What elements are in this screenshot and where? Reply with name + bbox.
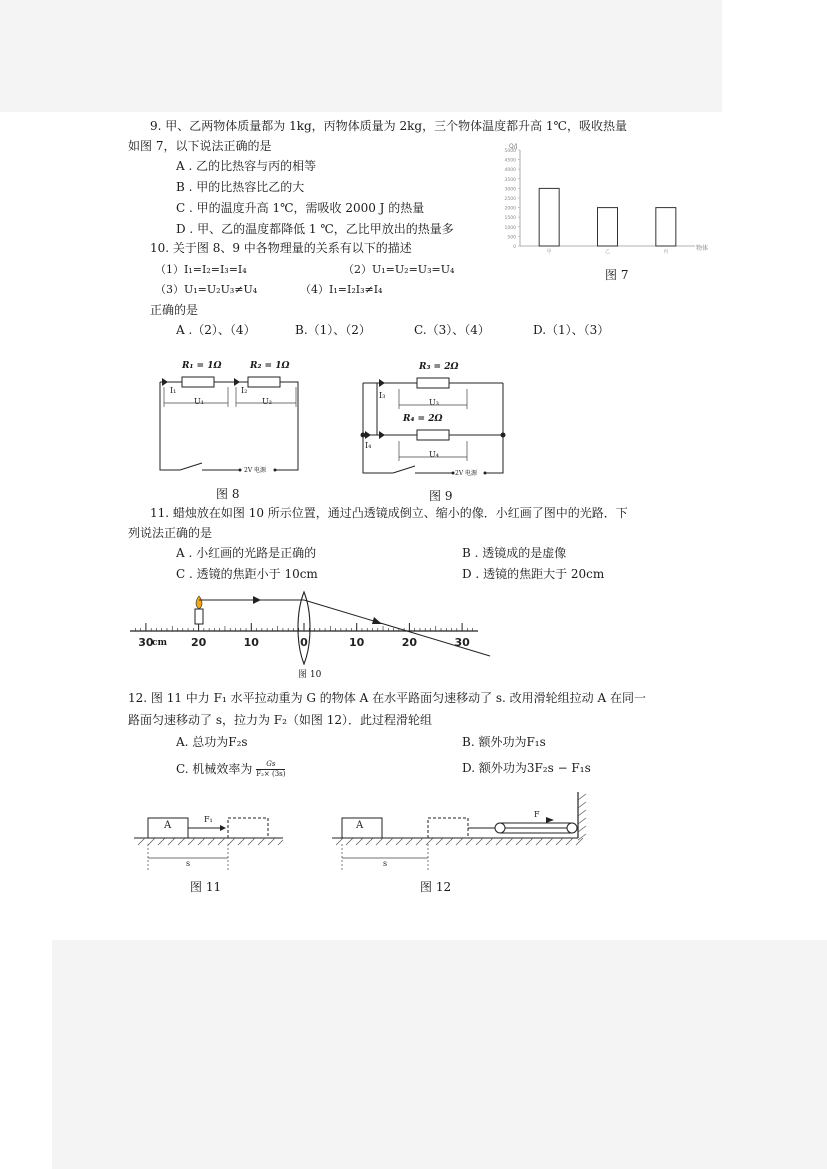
q12-stem-line2: 路面匀速移动了 s，拉力为 F₂（如图 12）．此过程滑轮组: [128, 713, 433, 727]
block-a-final-position: [228, 818, 268, 838]
ground-hatch: [336, 838, 343, 845]
fig7-ytick-label: 2500: [504, 197, 516, 202]
q11-option-d: D . 透镜的焦距大于 20cm: [462, 567, 605, 581]
fig7-ytick-label: 500: [507, 235, 516, 241]
fig9-source-label: 2V 电源: [455, 470, 478, 477]
fig7-xlabel: 物体: [696, 245, 709, 252]
fig7-ytick-label: 1500: [504, 216, 516, 222]
wall-hatch: [578, 826, 586, 832]
fig12-distance-label: s: [383, 859, 388, 868]
q12-option-b: B. 额外功为F₁s: [462, 735, 546, 749]
ground-hatch: [466, 838, 473, 845]
fig7-caption: 图 7: [605, 268, 629, 282]
q10-prompt: 正确的是: [150, 303, 199, 317]
q10-statement-4: （4）I₁=I₂I₃≠I₄: [300, 283, 383, 296]
fig8-resistor-r1: [182, 377, 214, 387]
fig10-unit: cm: [152, 638, 168, 648]
q10-option-a: A .（2）、（4）: [176, 323, 256, 337]
efficiency-fraction: [256, 760, 285, 779]
q9-stem-line2: 如图 7，以下说法正确的是: [128, 139, 272, 153]
fig8-u2-label: U₂: [262, 397, 272, 406]
fig11-block-label: A: [164, 820, 172, 831]
fig7-ytick-label: 2000: [504, 206, 516, 212]
ruler-label: 20: [401, 636, 418, 649]
q12-option-d: D. 额外功为3F₂s − F₁s: [462, 761, 591, 775]
fig7-ytick-label: 3500: [504, 177, 516, 183]
ground-hatch: [526, 838, 533, 845]
q11-stem-line1: 11. 蜡烛放在如图 10 所示位置，通过凸透镜成倒立、缩小的像．小红画了图中的光路．下: [150, 506, 628, 520]
q10-statement-3: （3）U₁=U₂U₃≠U₄: [155, 283, 258, 296]
fig9-i4-label: I₄: [365, 441, 372, 450]
q12-stem-line1: 12. 图 11 中力 F₁ 水平拉动重为 G 的物体 A 在水平路面匀速移动了 s. 改用滑轮组拉动 A 在同一: [128, 691, 646, 705]
fig11-force-label: F₁: [204, 815, 213, 824]
q11-option-a: A . 小红画的光路是正确的: [176, 546, 317, 560]
ground-hatch: [556, 838, 563, 845]
fig8-u1-label: U₁: [194, 397, 204, 406]
ground-hatch: [566, 838, 573, 845]
ground-hatch: [396, 838, 403, 845]
q9-option-a: A . 乙的比热容与丙的相等: [176, 159, 317, 173]
fig12-force-label: F: [534, 810, 540, 819]
fig7-ytick-label: 3000: [504, 187, 516, 193]
candle-flame: [196, 596, 202, 609]
q11-option-c: C . 透镜的焦距小于 10cm: [176, 567, 318, 581]
ruler-label: 10: [243, 636, 259, 649]
q10-option-d: D.（1）、（3）: [533, 323, 610, 337]
ground-hatch: [536, 838, 543, 845]
fig9-u3-label: U₃: [429, 398, 439, 407]
fig8-source-label: 2V 电源: [244, 467, 267, 474]
fig8-current-arrow-2: [234, 378, 240, 386]
fraction-numerator: Gs: [256, 760, 285, 770]
ground-hatch: [376, 838, 383, 845]
fig7-ytick-label: 1000: [504, 225, 516, 231]
fig12-block-label: A: [356, 820, 364, 831]
q12-option-a: A. 总功为F₂s: [176, 735, 248, 749]
fig8-switch: [180, 463, 202, 470]
fig7-category-label: 乙: [604, 249, 611, 255]
ground-hatch: [356, 838, 363, 845]
ground-hatch: [496, 838, 503, 845]
q9-option-c: C . 甲的温度升高 1℃，需吸收 2000 J 的热量: [176, 201, 425, 215]
fig8-caption: 图 8: [216, 487, 240, 501]
fig8-resistor-r2: [248, 377, 280, 387]
figure-10: [128, 588, 496, 680]
fig9-u4-label: U₄: [429, 450, 439, 459]
ground-hatch: [406, 838, 413, 845]
ground-hatch: [456, 838, 463, 845]
fig7-ytick-label: 5000: [504, 149, 516, 154]
force-f-arrow: [546, 817, 554, 823]
ruler-label: 0: [300, 636, 308, 649]
figure-12: [328, 788, 603, 903]
fraction-denominator: F₂× (3s): [256, 770, 286, 778]
pulley-fixed: [567, 823, 577, 833]
ground-hatch: [386, 838, 393, 845]
fig7-bar: [539, 188, 559, 246]
fig8-current-arrow-1: [162, 378, 168, 386]
scan-margin-top: [0, 0, 722, 112]
q10-statement-1: （1）I₁=I₂=I₃=I₄: [155, 263, 247, 276]
q9-option-d: D . 甲、乙的温度都降低 1 ℃，乙比甲放出的热量多: [176, 222, 454, 236]
fig12-diagram: [328, 788, 603, 903]
fig9-r3-label: R₃ = 2Ω: [419, 362, 459, 372]
q10-option-b: B.（1）、（2）: [295, 323, 371, 337]
fig9-i3-label: I₃: [379, 391, 386, 400]
ground-hatch: [486, 838, 493, 845]
wall-hatch: [578, 794, 586, 800]
fig7-ytick-label: 4000: [504, 168, 516, 174]
ruler-label: 30: [138, 636, 154, 649]
scan-margin-bottom: [52, 940, 827, 1169]
fig11-distance-label: s: [186, 859, 191, 868]
q10-statement-2: （2）U₁=U₂=U₃=U₄: [343, 263, 455, 276]
fig9-current-arrow-1: [379, 379, 385, 387]
fig8-r2-label: R₂ = 1Ω: [250, 361, 290, 371]
fig7-ytick-label: 0: [513, 245, 516, 250]
figure-7: [495, 140, 715, 285]
ruler-label: 30: [454, 636, 470, 649]
ground-hatch: [436, 838, 443, 845]
ground-hatch: [506, 838, 513, 845]
fig7-bar: [656, 208, 676, 246]
ground-hatch: [366, 838, 373, 845]
wall-hatch: [578, 802, 586, 808]
figure-9: [355, 355, 515, 505]
fig9-caption: 图 9: [429, 489, 453, 503]
fig8-r1-label: R₁ = 1Ω: [182, 361, 222, 371]
wall-hatch: [578, 818, 586, 824]
q11-stem-line2: 列说法正确的是: [128, 526, 213, 540]
block-a-final-position: [428, 818, 468, 838]
candle: [195, 609, 203, 624]
fig12-caption: 图 12: [420, 880, 452, 894]
pulley-movable: [495, 823, 505, 833]
fig10-optics: [128, 588, 496, 668]
ground-hatch: [426, 838, 433, 845]
fig9-r4-label: R₄ = 2Ω: [403, 414, 443, 424]
q10-stem: 10. 关于图 8、9 中各物理量的关系有以下的描述: [150, 241, 412, 255]
fig9-switch: [393, 466, 415, 473]
q12-option-c: [176, 760, 285, 779]
fig9-resistor-r4: [417, 430, 449, 440]
ruler-label: 10: [349, 636, 365, 649]
fig8-circuit: [150, 355, 310, 480]
fig9-current-arrow-2: [379, 431, 385, 439]
fig8-i1-label: I₁: [170, 386, 177, 395]
ground-hatch: [546, 838, 553, 845]
q12-option-c-prefix: C. 机械效率为: [176, 762, 253, 776]
ruler-label: 20: [190, 636, 207, 649]
fig7-bar: [598, 208, 618, 246]
fig7-ytick-label: 4500: [504, 158, 516, 164]
fig7-category-label: 丙: [663, 249, 669, 255]
fig8-i2-label: I₂: [241, 386, 248, 395]
q11-option-b: B . 透镜成的是虚像: [462, 546, 567, 560]
figure-11: [128, 808, 288, 908]
figure-8: [150, 355, 310, 505]
wall-hatch: [578, 810, 586, 816]
ground-hatch: [416, 838, 423, 845]
fig10-caption: 图 10: [298, 670, 322, 680]
ground-hatch: [446, 838, 453, 845]
fig9-current-arrow-3: [365, 431, 371, 439]
ground-hatch: [476, 838, 483, 845]
q9-option-b: B . 甲的比热容比乙的大: [176, 180, 305, 194]
ground-hatch: [346, 838, 353, 845]
fig11-caption: 图 11: [190, 880, 222, 894]
ground-hatch: [516, 838, 523, 845]
fig7-chart: [495, 140, 715, 255]
q10-option-c: C.（3）、（4）: [414, 323, 490, 337]
fig9-resistor-r3: [417, 378, 449, 388]
q9-stem-line1: 9. 甲、乙两物体质量都为 1kg，丙物体质量为 2kg，三个物体温度都升高 1℃，吸收热量: [150, 119, 627, 133]
fig7-ylabel: Q/J: [509, 143, 518, 150]
fig7-category-label: 甲: [546, 249, 552, 255]
